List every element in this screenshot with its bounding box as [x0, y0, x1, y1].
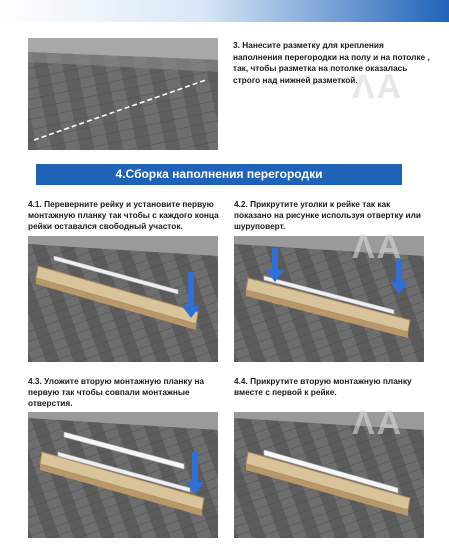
step-4-4-caption: 4.4. Прикрутите вторую монтажную планку вместе с первой к рейке.	[234, 376, 412, 397]
watermark-logo: ΛΑ	[352, 404, 404, 442]
step3-photo	[28, 38, 218, 150]
step-4-3-photo	[28, 412, 218, 538]
section-title: 4.Сборка наполнения перегородки	[36, 164, 402, 185]
step3-instruction: 3. Нанесите разметку для крепления наполнения перегородки на полу и на потолке , так, чтобы разметка на потолке оказалась строго над нижней разметкой.	[233, 40, 430, 85]
step-4-2-caption: 4.2. Прикрутите уголки к рейке так как показано на рисунке используя отвертку или шуруповерт.	[234, 199, 421, 231]
watermark-logo: ΛΑ	[352, 68, 404, 106]
step-4-3-caption: 4.3. Уложите вторую монтажную планку на первую так чтобы совпали монтажные отверстия.	[28, 376, 205, 408]
watermark-logo: ΛΑ	[352, 228, 404, 266]
step-4-1-caption: 4.1. Переверните рейку и установите первую монтажную планку так чтобы с каждого конца рейки оставался свободный участок.	[28, 199, 219, 231]
step-4-1-photo	[28, 236, 218, 362]
header-bar	[0, 0, 449, 22]
